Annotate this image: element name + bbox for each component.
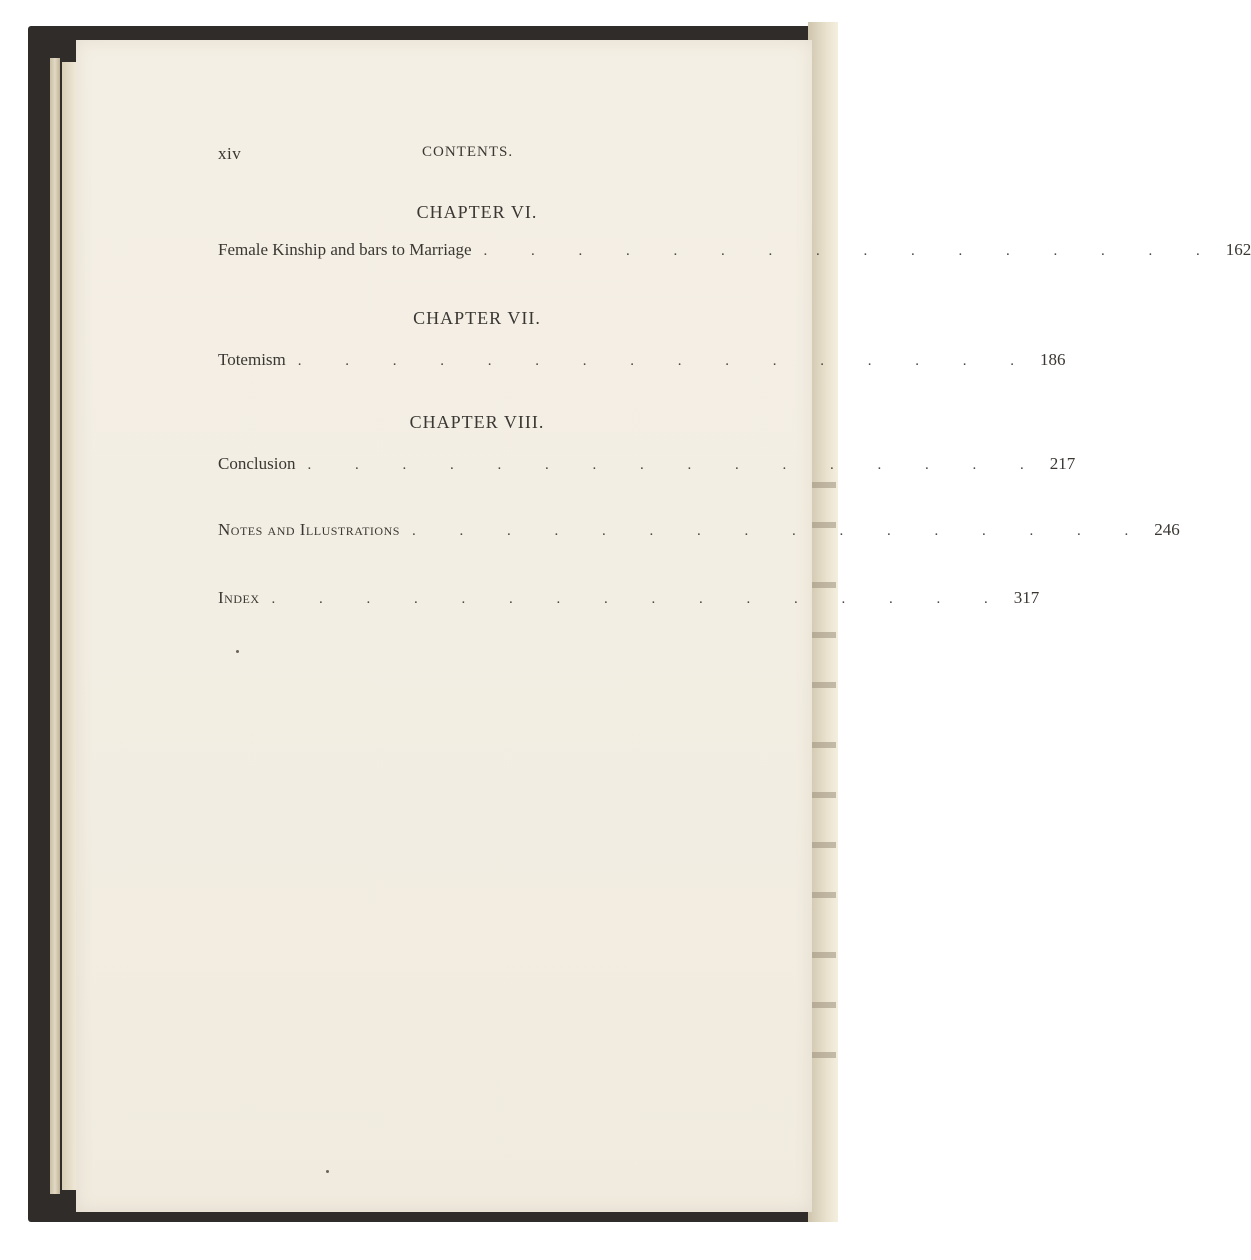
page-edges-inner bbox=[62, 62, 76, 1190]
page-edges bbox=[50, 58, 60, 1194]
toc-entry-title: Totemism bbox=[218, 350, 286, 369]
contents-page bbox=[76, 40, 1251, 1212]
folio: xiv bbox=[218, 144, 242, 163]
toc-entry-page: 317 bbox=[1013, 588, 1040, 607]
dot-leader: . . . . . . . . . . . . . . . . bbox=[483, 243, 1220, 259]
dot-leader: . . . . . . . . . . . . . . . . bbox=[297, 353, 1035, 369]
dot-leader: . . . . . . . . . . . . . . . . bbox=[271, 591, 1008, 607]
adjacent-page-edge bbox=[808, 22, 838, 1222]
toc-entry-title: Index bbox=[218, 588, 260, 607]
toc-entry-title: Notes and Illustrations bbox=[218, 520, 400, 539]
chapter-heading: CHAPTER VIII. bbox=[409, 412, 545, 432]
toc-entry-title: Female Kinship and bars to Marriage bbox=[218, 240, 472, 259]
toc-entry-page: 186 bbox=[1040, 350, 1066, 369]
paper-speck bbox=[326, 1170, 329, 1173]
dot-leader: . . . . . . . . . . . . . . . . bbox=[307, 457, 1044, 473]
chapter-heading: CHAPTER VI. bbox=[416, 202, 538, 222]
chapter-heading: CHAPTER VII. bbox=[413, 308, 541, 328]
toc-entry-page: 217 bbox=[1049, 454, 1076, 473]
running-head: CONTENTS. bbox=[422, 144, 514, 160]
toc-entry bbox=[218, 350, 1066, 374]
toc-entry-title: Conclusion bbox=[218, 454, 296, 473]
paper-speck bbox=[236, 650, 239, 653]
toc-entry-page: 162 bbox=[1225, 240, 1251, 259]
toc-entry-page: 246 bbox=[1154, 520, 1180, 539]
toc-entry bbox=[218, 520, 1180, 544]
toc-entry bbox=[218, 240, 1251, 264]
toc-entry bbox=[218, 454, 1076, 478]
dot-leader: . . . . . . . . . . . . . . . . bbox=[411, 523, 1149, 539]
toc-entry bbox=[218, 588, 1040, 612]
